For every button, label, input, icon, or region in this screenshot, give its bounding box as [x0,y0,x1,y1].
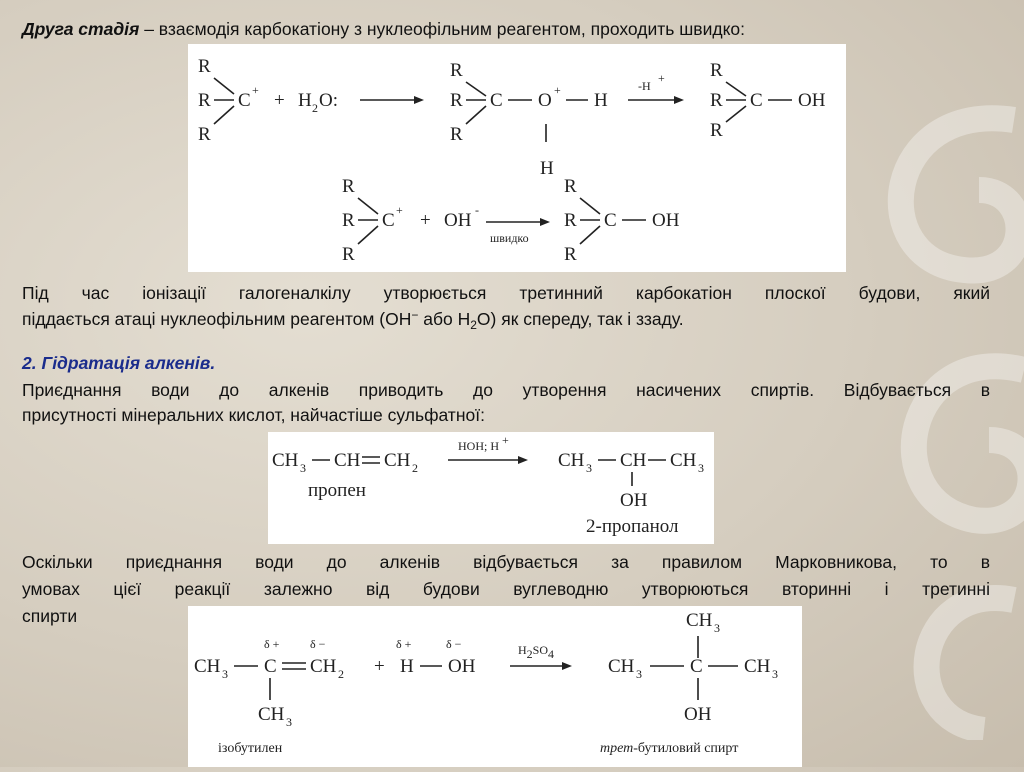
ch3-group: CH [608,656,635,677]
heading-rest: – взаємодія карбокатіону з нуклеофільним реагентом, проходить швидко: [139,19,746,39]
text-run: або H [418,309,471,329]
subscript: 2 [412,461,418,475]
charge-plus: + [396,203,403,217]
fast-label: швидко [490,231,529,245]
subscript: 3 [300,461,306,475]
hydration-line-2: присутності мінеральних кислот, найчастіше сульфатної: [22,405,485,425]
plus-sign: + [374,656,385,677]
r-group: R [564,244,577,265]
subscript: 3 [222,667,228,681]
markovnikov-line-1: Оскільки приєднання води до алкенів відбувається за правилом Марковникова, то в [22,552,990,572]
hydration-line-1: Приєднання води до алкенів приводить до утворення насичених спиртів. Відбувається в [22,380,990,400]
r-group: R [450,90,463,111]
carbon: C [690,656,703,677]
subscript: 3 [772,667,778,681]
superscript: − [411,308,419,322]
ionization-paragraph-end [22,308,990,331]
hydrogen: H [400,656,414,677]
ionization-line-1: Під час іонізації галогеналкілу утворюється третинний карбокатіон плоскої будови, який [22,283,990,303]
oxygen: O [538,90,552,111]
charge-plus: + [252,83,259,97]
scheme-2-svg [268,432,714,544]
hydration-paragraph [22,379,990,402]
superscript: + [502,433,509,447]
text-run: O) як спереду, так і ззаду. [476,309,684,329]
subscript: 3 [286,715,292,729]
plus-sign: + [420,210,431,231]
subscript: 3 [586,461,592,475]
hydroxyl: OH [448,656,476,677]
carbon: C [750,90,763,111]
hydrogen: H [540,158,554,179]
charge-plus: + [658,71,665,85]
partial-charge: δ − [310,637,326,651]
subscript: 2 [338,667,344,681]
carbon: C [264,656,277,677]
r-group: R [342,210,355,231]
hydroxide: OH [444,210,472,231]
ch-group: CH [334,450,361,471]
water-o: O: [319,90,338,111]
hydration-paragraph-end [22,404,990,427]
propanol-label: 2-пропанол [586,516,679,537]
ch2-group: CH [384,450,411,471]
ch-group: CH [620,450,647,471]
subscript: 3 [714,621,720,635]
subscript: 3 [698,461,704,475]
section-heading [22,18,990,41]
section-2-title [22,352,990,375]
minus-h-label: -H [638,79,651,93]
reaction-scheme-1 [188,44,846,272]
hydrogen: H [594,90,608,111]
r-group: R [198,56,211,77]
ch3-group: CH [744,656,771,677]
r-group: R [342,176,355,197]
h2so4-label: H2SO4 [518,643,555,661]
ch3-group: CH [670,450,697,471]
water-h: H [298,90,312,111]
ch3-group: CH [258,704,285,725]
heading-bold: Друга стадія [22,19,140,39]
markovnikov-line-3: спирти [22,606,78,626]
charge-plus: + [554,83,561,97]
hydroxyl: OH [798,90,826,111]
carbon: C [604,210,617,231]
markovnikov-line-2: умовах цієї реакції залежно від будови вуглеводню утворюються вторинні і третинні [22,579,990,599]
reaction-scheme-2 [268,432,714,544]
r-group: R [710,90,723,111]
subscript: 3 [636,667,642,681]
carbocation-c: C [238,90,251,111]
r-group: R [450,124,463,145]
scheme-1-svg [188,44,846,272]
r-group: R [710,120,723,141]
section-2-title-text: 2. Гідратація алкенів. [22,353,216,373]
ch3-group: CH [272,450,299,471]
ch2-group: CH [310,656,337,677]
r-group: R [198,90,211,111]
tert-butanol-label: трет-бутиловий спирт [600,741,739,756]
propene-label: пропен [308,480,366,501]
partial-charge: δ − [446,637,462,651]
reaction-scheme-3 [188,606,802,767]
carbon: C [490,90,503,111]
partial-charge: δ + [396,637,412,651]
r-group: R [198,124,211,145]
markovnikov-paragraph [22,551,990,601]
hydroxyl: OH [620,490,648,511]
r-group: R [710,60,723,81]
carbocation-c: C [382,210,395,231]
r-group: R [342,244,355,265]
reagent-label: HOH; H [458,439,499,453]
text-run: піддається атаці нуклеофільним реагентом (OH [22,309,412,329]
scheme-3-svg [188,606,802,767]
partial-charge: δ + [264,637,280,651]
ch3-group: CH [686,610,713,631]
ch3-group: CH [194,656,221,677]
hydroxyl: OH [652,210,680,231]
r-group: R [564,210,577,231]
r-group: R [564,176,577,197]
hydroxyl: OH [684,704,712,725]
water-sub: 2 [312,101,318,115]
ionization-paragraph [22,282,990,305]
plus-sign: + [274,90,285,111]
subscript: 2 [470,318,477,332]
charge-minus: - [475,203,479,217]
isobutylene-label: ізобутилен [218,741,283,756]
ch3-group: CH [558,450,585,471]
r-group: R [450,60,463,81]
